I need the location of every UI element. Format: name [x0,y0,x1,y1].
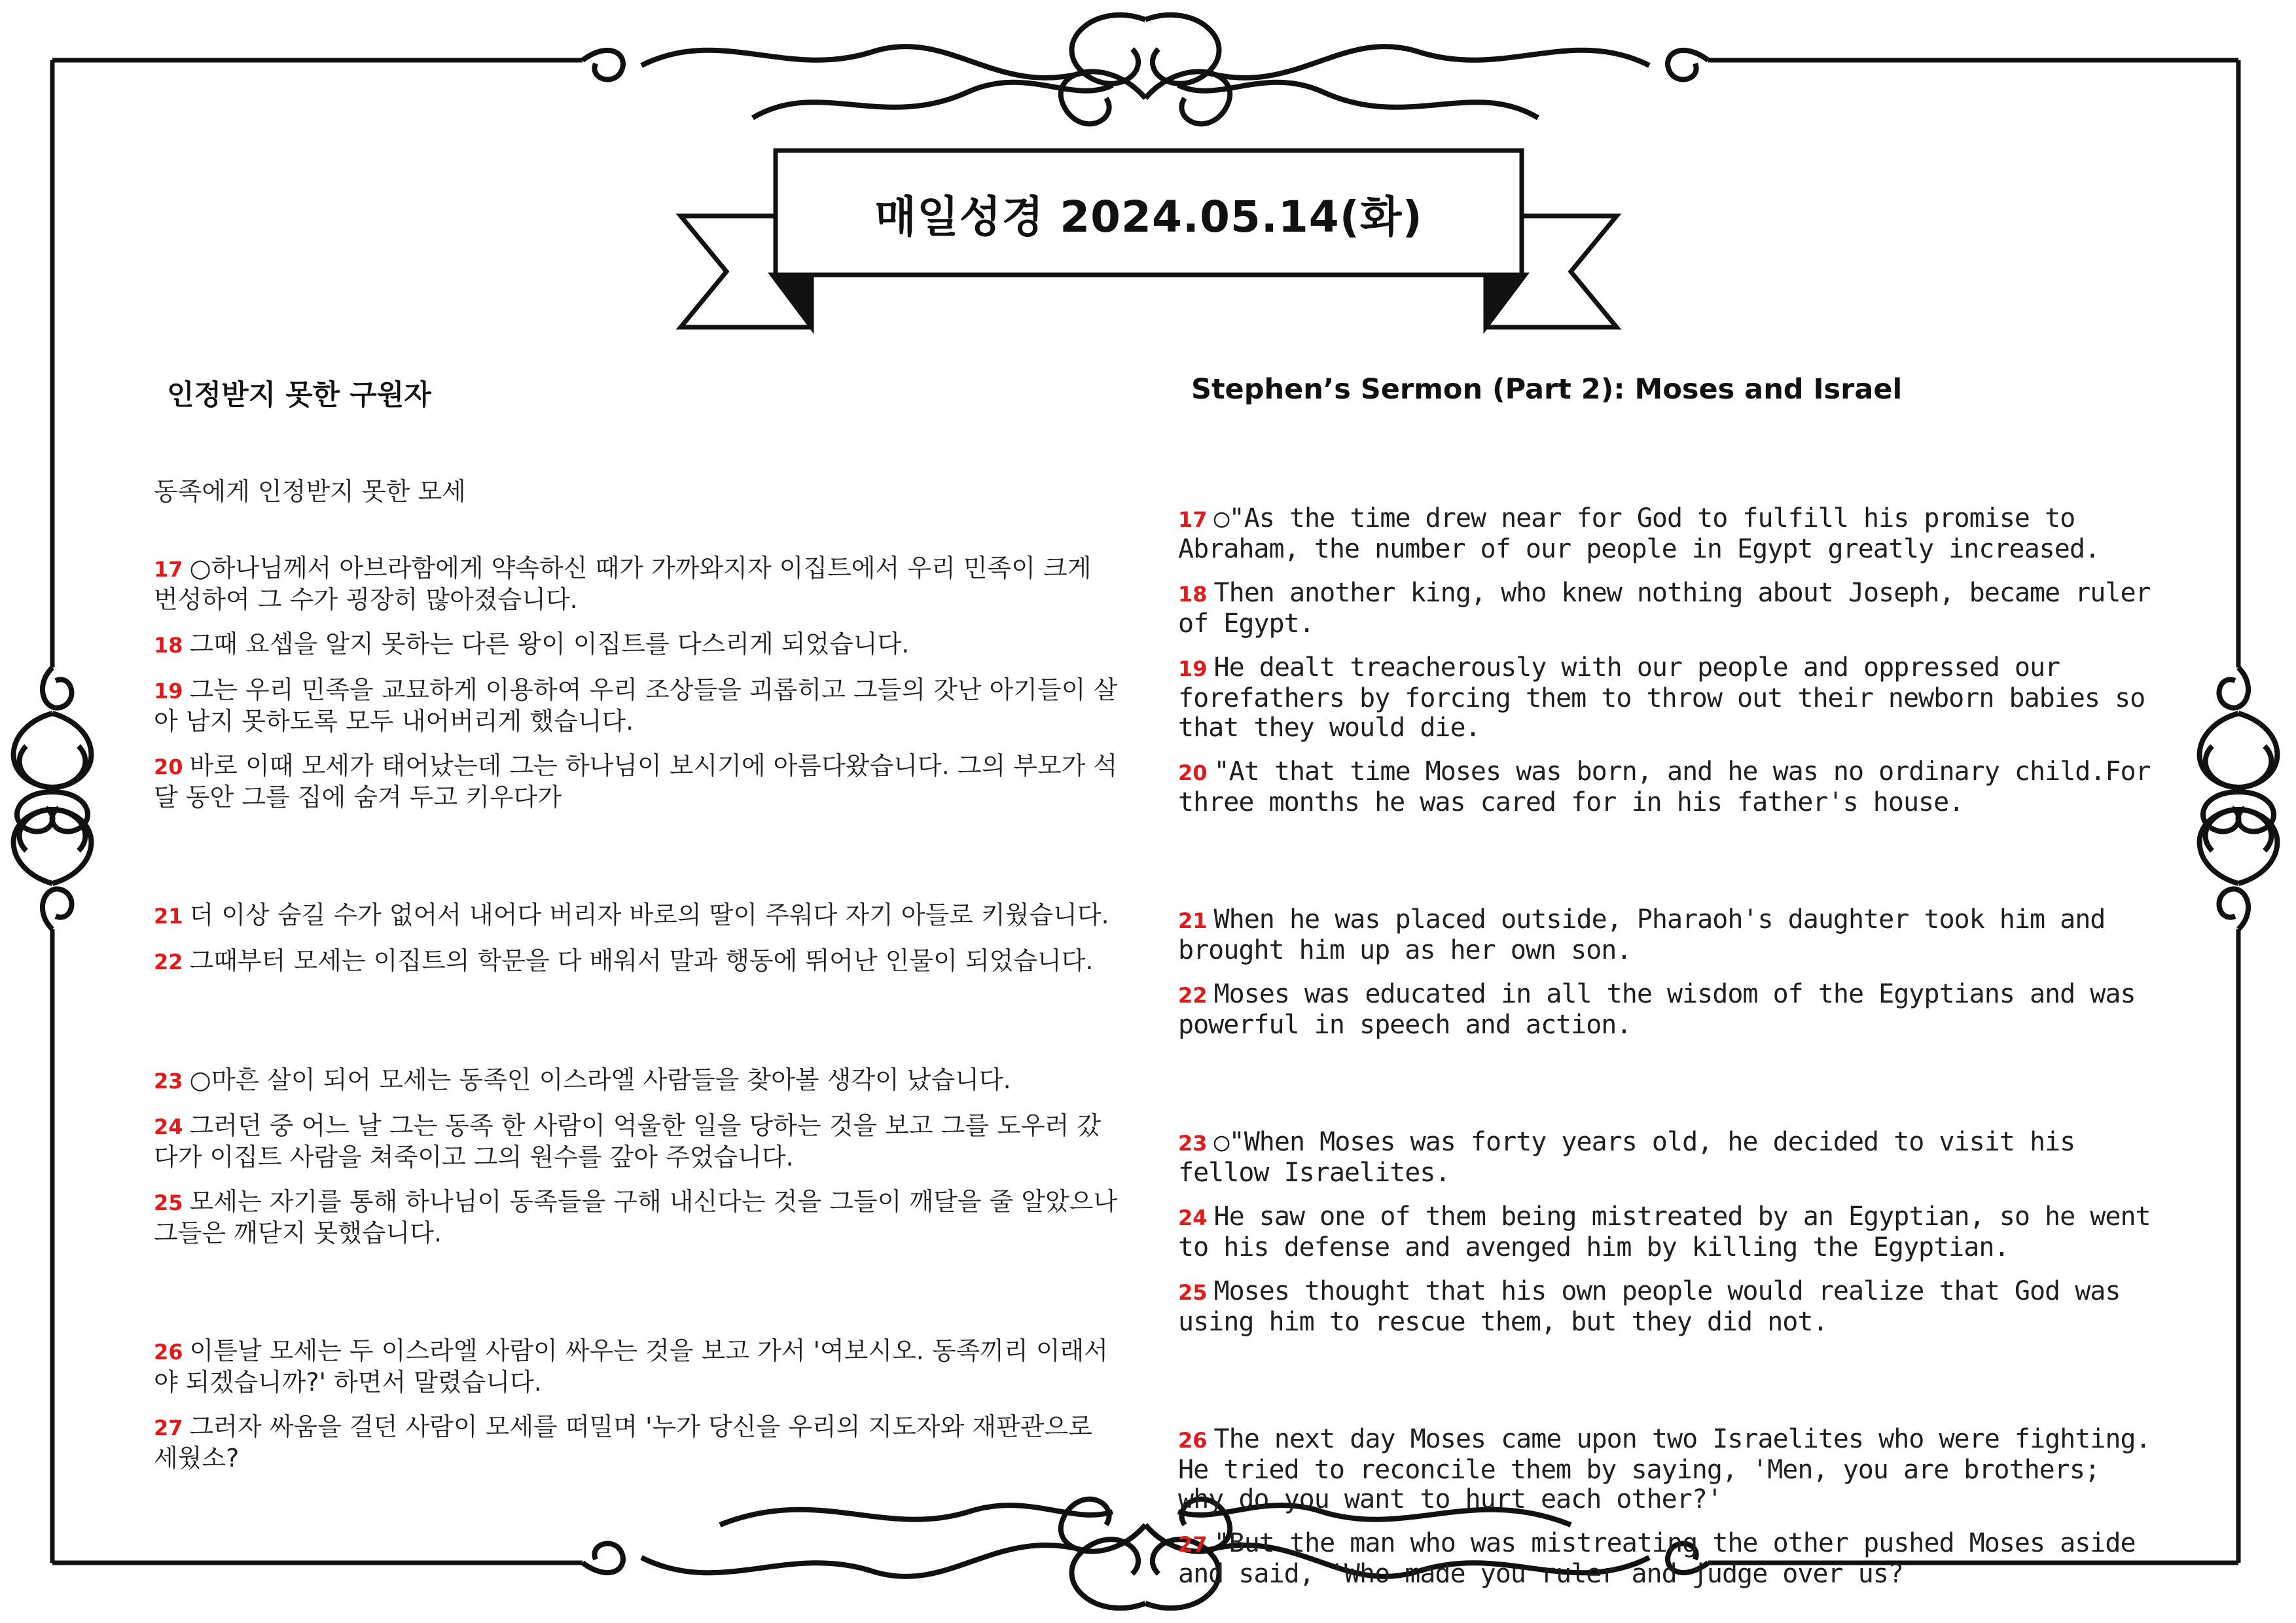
verse-en-22 [1178,980,2160,1040]
verse-text: 그때부터 모세는 이집트의 학문을 다 배워서 말과 행동에 뛰어난 인물이 되었습니다. [189,946,1094,975]
verse-text: 그러자 싸움을 걸던 사람이 모세를 떠밀며 '누가 당신을 우리의 지도자와 재판관으로 세웠소? [154,1412,1092,1472]
verse-text: 그는 우리 민족을 교묘하게 이용하여 우리 조상들을 괴롭히고 그들의 갓난 아기들이 살아 남지 못하도록 모두 내어버리게 했습니다. [154,675,1118,736]
verse-number: 18 [154,633,183,658]
verse-ko-24 [154,1111,1122,1172]
verse-number: 20 [154,755,183,779]
verse-text: He dealt treacherously with our people and oppressed our forefathers by forcing them to throw out their newborn babies so that they would die. [1178,652,2145,743]
verse-text: 그러던 중 어느 날 그는 동족 한 사람이 억울한 일을 당하는 것을 보고 그를 도우러 갔다가 이집트 사람을 쳐죽이고 그의 원수를 갚아 주었습니다. [154,1111,1102,1171]
left-flourish-ornament [14,668,92,929]
verse-text: Moses thought that his own people would realize that God was using him to rescue them, but they did not. [1178,1276,2121,1337]
verse-number: 20 [1178,760,1208,785]
verse-text: Then another king, who knew nothing about Joseph, became ruler of Egypt. [1178,578,2151,639]
verse-text: ○"When Moses was forty years old, he decided to visit his fellow Israelites. [1178,1127,2075,1188]
verse-en-19 [1178,653,2160,743]
verse-number: 19 [1178,656,1208,681]
verse-ko-23 [154,1065,1122,1096]
korean-section-title: 인정받지 못한 구원자 [167,379,431,412]
verse-en-17 [1178,504,2160,564]
verse-text: 이튿날 모세는 두 이스라엘 사람이 싸우는 것을 보고 가서 '여보시오. 동족끼리 이래서야 되겠습니까?' 하면서 말렸습니다. [154,1336,1109,1397]
verse-en-25 [1178,1277,2160,1337]
spacer [154,827,1122,900]
verse-text: ○마흔 살이 되어 모세는 동족인 이스라엘 사람들을 찾아볼 생각이 났습니다. [189,1065,1011,1094]
verse-number: 22 [154,950,183,974]
verse-number: 18 [1178,582,1208,607]
verse-text: Moses was educated in all the wisdom of the Egyptians and was powerful in speech and action. [1178,979,2136,1040]
verse-text: He saw one of them being mistreated by an Egyptian, so he went to his defense and avenged him by killing the Egyptian. [1178,1202,2151,1262]
verse-en-23 [1178,1128,2160,1188]
top-flourish-ornament [583,15,1708,124]
verse-text: 모세는 자기를 통해 하나님이 동족들을 구해 내신다는 것을 그들이 깨달을 줄 알았으나 그들은 깨닫지 못했습니다. [154,1187,1118,1247]
verse-text: When he was placed outside, Pharaoh's daughter took him and brought him up as her own son. [1178,904,2106,965]
english-section-title: Stephen’s Sermon (Part 2): Moses and Israel [1191,373,1903,406]
verse-number: 17 [154,557,183,582]
verse-ko-22 [154,946,1122,977]
verse-number: 24 [154,1115,183,1139]
spacer [154,991,1122,1065]
verse-ko-26 [154,1336,1122,1397]
verse-number: 27 [1178,1532,1208,1557]
verse-ko-25 [154,1186,1122,1248]
verse-text: "At that time Moses was born, and he was no ordinary child.For three months he was cared for in his father's house. [1178,757,2151,817]
verse-number: 17 [1178,507,1208,532]
verse-en-24 [1178,1202,2160,1262]
verse-number: 23 [1178,1131,1208,1156]
verse-text: ○"As the time drew near for God to fulfill his promise to Abraham, the number of our people in Egypt greatly increased. [1178,503,2100,564]
spacer [154,1262,1122,1336]
verse-ko-20 [154,751,1122,812]
verse-number: 24 [1178,1205,1208,1230]
verse-ko-21 [154,900,1122,931]
right-flourish-ornament [2200,668,2278,929]
verse-ko-18 [154,629,1122,660]
verse-number: 23 [154,1069,183,1094]
spacer [1178,1054,2160,1128]
verse-en-26 [1178,1425,2160,1514]
verse-number: 25 [154,1190,183,1215]
english-column [1178,373,2160,1603]
verse-en-18 [1178,579,2160,639]
verse-number: 22 [1178,983,1208,1008]
spacer [1178,1351,2160,1425]
spacer [1178,832,2160,905]
verse-number: 27 [154,1416,183,1440]
korean-subtitle: 동족에게 인정받지 못한 모세 [154,477,466,506]
verse-ko-27 [154,1412,1122,1473]
verse-text: 바로 이때 모세가 태어났는데 그는 하나님이 보시기에 아름다왔습니다. 그의 부모가 석 달 동안 그를 집에 숨겨 두고 키우다가 [154,751,1118,812]
verse-text: The next day Moses came upon two Israelites who were fighting. He tried to reconcile them by saying, 'Men, you are brothers; why do you want to hurt each other?' [1178,1424,2151,1514]
verse-text: ○하나님께서 아브라함에게 약속하신 때가 가까와지자 이집트에서 우리 민족이 크게 번성하여 그 수가 굉장히 많아졌습니다. [154,554,1092,614]
verse-ko-19 [154,675,1122,736]
verse-number: 26 [154,1340,183,1364]
verse-en-20 [1178,757,2160,817]
verse-ko-17 [154,553,1122,615]
page-title: 매일성경 2024.05.14(화) [874,191,1423,242]
verse-number: 19 [154,679,183,704]
verse-number: 25 [1178,1280,1208,1305]
verse-text: 더 이상 숨길 수가 없어서 내어다 버리자 바로의 딸이 주워다 자기 아들로 키웠습니다. [189,901,1109,929]
korean-column [154,373,1122,1488]
verse-en-21 [1178,905,2160,965]
verse-number: 26 [1178,1428,1208,1453]
verse-text: 그때 요셉을 알지 못하는 다른 왕이 이집트를 다스리게 되었습니다. [189,630,910,658]
verse-number: 21 [154,904,183,929]
verse-number: 21 [1178,908,1208,933]
verse-en-27 [1178,1529,2160,1589]
verse-text: "But the man who was mistreating the other pushed Moses aside and said, 'Who made you ruler and judge over us? [1178,1528,2136,1589]
